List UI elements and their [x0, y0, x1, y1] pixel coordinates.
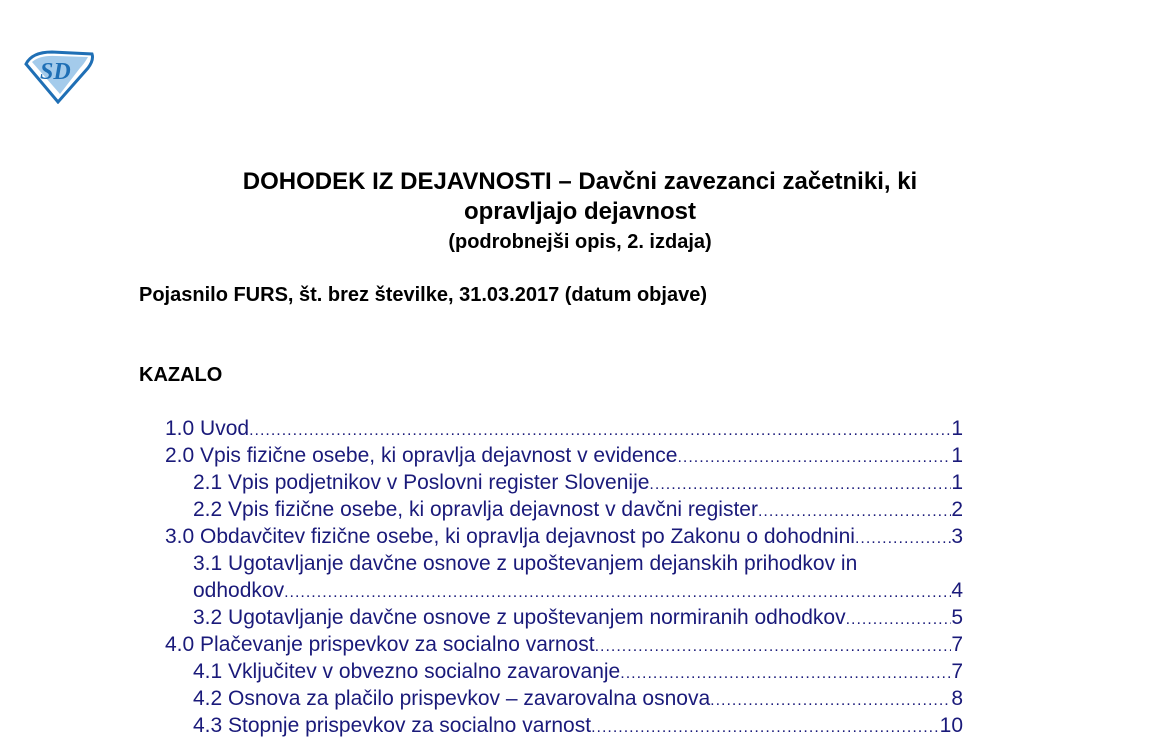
toc-entry-text: 3.2 Ugotavljanje davčne osnove z upoštevanjem normiranih odhodkov [193, 606, 846, 629]
toc-entry-text: 1.0 Uvod [165, 417, 250, 440]
toc-entry-text: 2.2 Vpis fizične osebe, ki opravlja dejavnost v davčni register [193, 498, 758, 521]
toc-entry-2-0[interactable] [0, 442, 1157, 469]
toc-entry-text: 2.1 Vpis podjetnikov v Poslovni register Slovenije [193, 471, 650, 494]
document-subtitle: (podrobnejši opis, 2. izdaja) [448, 231, 712, 253]
toc-entry-text: 2.0 Vpis fizične osebe, ki opravlja dejavnost v evidence [165, 444, 678, 467]
toc-entry-text: 4.3 Stopnje prispevkov za socialno varnost [193, 714, 592, 737]
document-title-line1: DOHODEK IZ DEJAVNOSTI – Davčni zavezanci začetniki, ki [242, 168, 918, 195]
toc-leader-dots [284, 579, 951, 606]
toc-entry-page: 7 [951, 633, 963, 656]
toc-entry-4-3[interactable] [0, 712, 1157, 739]
toc-entry-text: odhodkov [193, 579, 285, 602]
toc-leader-dots [855, 525, 951, 552]
toc-entry-4-1[interactable] [0, 658, 1157, 685]
toc-leader-dots [710, 687, 951, 714]
toc-entry-page: 8 [951, 687, 963, 710]
toc-entry-page: 4 [951, 579, 963, 602]
toc-entry-page: 7 [951, 660, 963, 683]
toc-entry-text: 4.1 Vključitev v obvezno socialno zavarovanje [193, 660, 621, 683]
toc-entry-page: 2 [951, 498, 963, 521]
toc-entry-text: 3.1 Ugotavljanje davčne osnove z upoštevanjem dejanskih prihodkov in [193, 552, 858, 575]
toc-entry-3-1[interactable] [0, 550, 1157, 577]
toc-entry-2-1[interactable] [0, 469, 1157, 496]
toc-leader-dots [758, 498, 951, 525]
sd-logo-icon [22, 48, 96, 104]
toc-entry-page: 5 [951, 606, 963, 629]
toc-leader-dots [249, 417, 951, 444]
toc-entry-text: 4.0 Plačevanje prispevkov za socialno varnost [165, 633, 595, 656]
toc-leader-dots [591, 714, 940, 741]
toc-leader-dots [649, 471, 951, 498]
logo-lettering: SD [40, 59, 71, 85]
toc-entry-page: 1 [951, 471, 963, 494]
toc-entry-page: 10 [939, 714, 963, 737]
toc-entry-4-0[interactable] [0, 631, 1157, 658]
toc-leader-dots [677, 444, 951, 471]
toc-leader-dots [620, 660, 951, 687]
source-reference: Pojasnilo FURS, št. brez številke, 31.03.2017 (datum objave) [139, 284, 707, 306]
toc-entry-3-0[interactable] [0, 523, 1157, 550]
toc-entry-page: 1 [951, 417, 963, 440]
toc-heading: KAZALO [139, 364, 223, 386]
toc-entry-3-2[interactable] [0, 604, 1157, 631]
toc-leader-dots [846, 606, 952, 633]
toc-entry-1-0[interactable] [0, 415, 1157, 442]
toc-entry-text: 4.2 Osnova za plačilo prispevkov – zavarovalna osnova [193, 687, 711, 710]
toc-entry-2-2[interactable] [0, 496, 1157, 523]
toc-entry-page: 1 [951, 444, 963, 467]
toc-entry-text: 3.0 Obdavčitev fizične osebe, ki opravlja dejavnost po Zakonu o dohodnini [165, 525, 855, 548]
toc-leader-dots [595, 633, 952, 660]
document-title-line2: opravljajo dejavnost [463, 198, 697, 225]
toc-entry-4-2[interactable] [0, 685, 1157, 712]
table-of-contents [0, 415, 1157, 739]
toc-entry-page: 3 [951, 525, 963, 548]
toc-entry-3-1-continued[interactable] [0, 577, 1157, 604]
